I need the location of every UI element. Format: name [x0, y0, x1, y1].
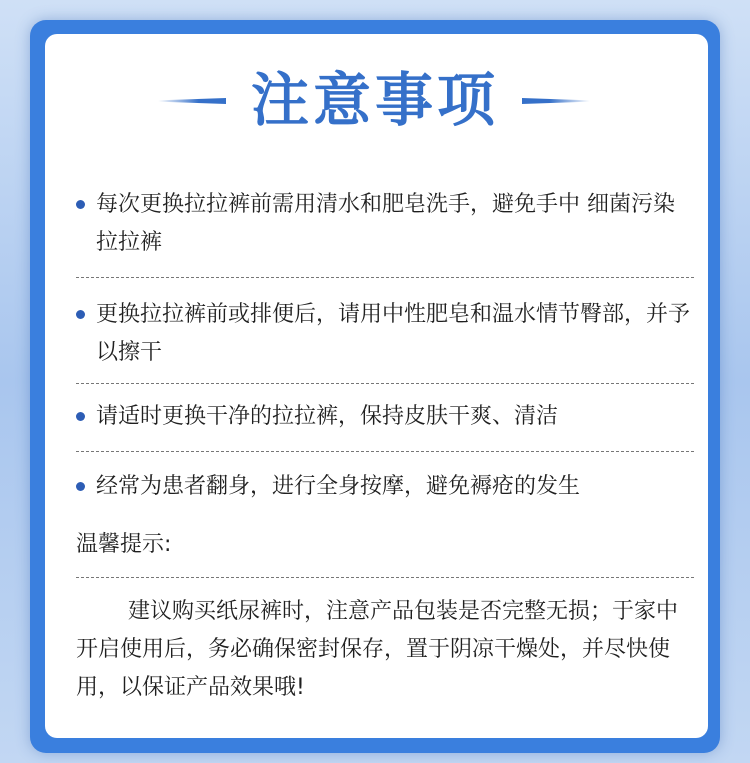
bullet-icon	[76, 200, 85, 209]
note-text: 更换拉拉裤前或排便后，请用中性肥皂和温水情节臀部，并予以擦干	[96, 302, 691, 365]
tips-label: 温馨提示:	[76, 532, 172, 557]
note-item	[76, 296, 696, 372]
note-text: 请适时更换干净的拉拉裤，保持皮肤干爽、清洁	[96, 404, 559, 429]
dashed-divider	[76, 383, 694, 384]
dashed-divider	[76, 451, 694, 452]
page-title: 注意事项	[250, 66, 499, 134]
tips-body: 建议购买纸尿裤时，注意产品包装是否完整无损；于家中开启使用后，务必确保密封保存，置于阴凉干燥处，并尽快使用，以保证产品效果哦!	[76, 599, 679, 700]
dashed-divider	[76, 277, 694, 278]
note-item	[76, 186, 696, 262]
bullet-icon	[76, 310, 85, 319]
bullet-icon	[76, 412, 85, 421]
note-text: 经常为患者翻身，进行全身按摩，避免褥疮的发生	[96, 474, 581, 499]
note-item	[76, 398, 696, 436]
bullet-icon	[76, 482, 85, 491]
dashed-divider	[76, 577, 694, 578]
note-item	[76, 468, 696, 506]
title-area	[0, 62, 750, 142]
note-text: 每次更换拉拉裤前需用清水和肥皂洗手，避免手中 细菌污染拉拉裤	[96, 192, 675, 255]
